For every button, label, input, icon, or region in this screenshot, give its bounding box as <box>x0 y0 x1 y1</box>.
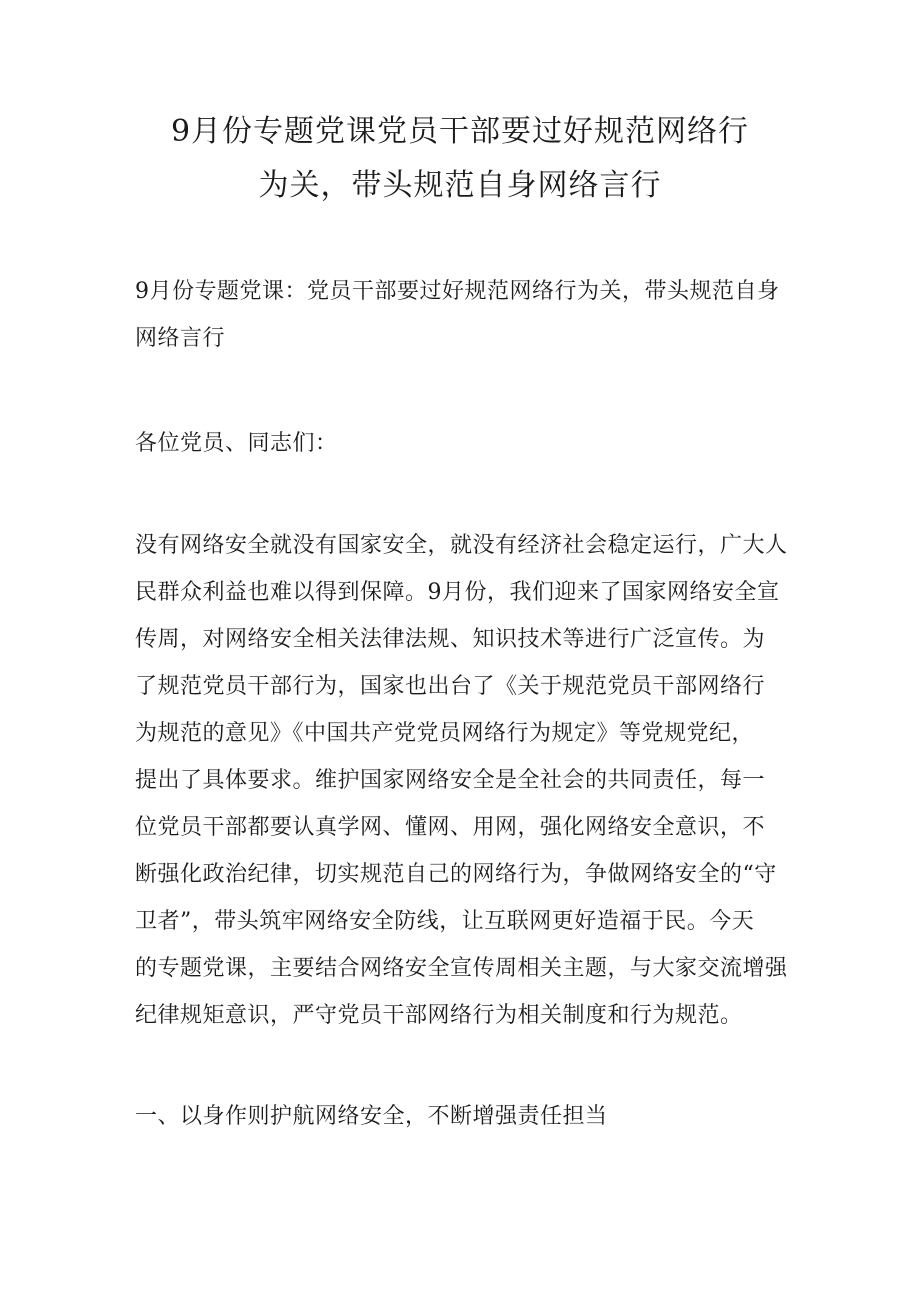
section-heading <box>135 1093 790 1140</box>
body-line: 传周，对网络安全相关法律法规、知识技术等进行广泛宣传。为 <box>135 627 766 652</box>
document-subtitle <box>135 268 790 362</box>
body-line: 卫者”，带头筑牢网络安全防线，让互联网更好造福于民。今天 <box>135 909 755 934</box>
greeting <box>135 420 790 467</box>
greeting-text: 各位党员、同志们： <box>135 431 338 456</box>
subtitle-line: 9月份专题党课：党员干部要过好规范网络行为关，带头规范自身 <box>135 279 780 304</box>
body-line: 提出了具体要求。维护国家网络安全是全社会的共同责任，每一 <box>135 768 766 793</box>
body-line: 民群众利益也难以得到保障。9月份，我们迎来了国家网络安全宣 <box>135 580 780 605</box>
body-paragraph <box>135 522 790 1039</box>
body-line: 断强化政治纪律，切实规范自己的网络行为，争做网络安全的“守 <box>135 862 777 887</box>
title-line: 9月份专题党课党员干部要过好规范网络行 <box>170 114 750 149</box>
body-line: 了规范党员干部行为，国家也出台了《关于规范党员干部网络行 <box>135 674 766 699</box>
body-line: 为规范的意见》《中国共产党党员网络行为规定》等党规党纪， <box>135 721 755 746</box>
section-heading-text: 一、以身作则护航网络安全，不断增强责任担当 <box>135 1104 608 1129</box>
document-title <box>130 105 790 213</box>
body-line: 没有网络安全就没有国家安全，就没有经济社会稳定运行，广大人 <box>135 533 788 558</box>
subtitle-line: 网络言行 <box>135 326 226 351</box>
body-line: 位党员干部都要认真学网、懂网、用网，强化网络安全意识，不 <box>135 815 766 840</box>
body-line: 纪律规矩意识，严守党员干部网络行为相关制度和行为规范。 <box>135 1003 743 1028</box>
title-line: 为关，带头规范自身网络言行 <box>258 168 662 203</box>
body-line: 的专题党课，主要结合网络安全宣传周相关主题，与大家交流增强 <box>135 956 788 981</box>
